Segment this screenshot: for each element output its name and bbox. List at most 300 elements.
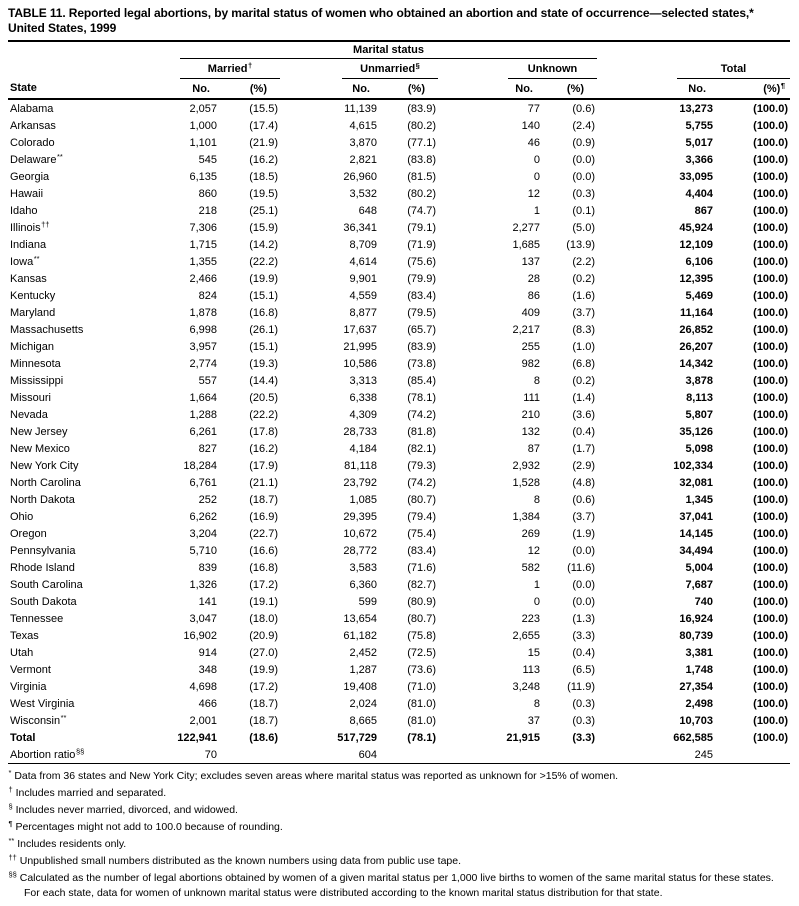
unmarried-pct: (80.9) <box>407 595 436 608</box>
total-pct: (100.0) <box>753 510 789 523</box>
unmarried-no: 3,532 <box>349 187 377 200</box>
total-pct: (100.0) <box>753 697 789 710</box>
total-pct: (100.0) <box>753 102 789 115</box>
unknown-no: 1,685 <box>512 238 540 251</box>
married-no: 6,998 <box>189 323 217 336</box>
unknown-no: 77 <box>527 102 540 115</box>
footnote-text: Includes never married, divorced, and widowed. <box>12 804 238 816</box>
state-name: Missouri <box>10 391 51 404</box>
table-row <box>8 321 790 338</box>
married-no: 1,355 <box>189 255 217 268</box>
total-no: 45,924 <box>679 221 714 234</box>
unmarried-pct: (83.8) <box>407 153 436 166</box>
table-row <box>8 406 790 423</box>
total-no: 2,498 <box>685 697 714 710</box>
total-no: 80,739 <box>679 629 714 642</box>
unknown-no: 140 <box>521 119 540 132</box>
married-pct: (16.9) <box>249 510 278 523</box>
total-pct: (100.0) <box>753 714 789 727</box>
unknown-pct: (0.3) <box>572 697 596 710</box>
married-pct: (25.1) <box>249 204 278 217</box>
married-pct: (19.3) <box>249 357 278 370</box>
total-no: 26,852 <box>679 323 714 336</box>
table-row <box>8 678 790 695</box>
married-no: 348 <box>198 663 217 676</box>
unmarried-no: 599 <box>358 595 377 608</box>
unmarried-pct: (81.0) <box>407 714 436 727</box>
unknown-pct: (0.6) <box>572 102 596 115</box>
header-spacer <box>597 42 790 59</box>
unknown-pct: (13.9) <box>566 238 596 251</box>
total-pct: (100.0) <box>753 527 789 540</box>
married-pct-header: (%) <box>217 79 280 99</box>
footnote-mark: ¶ <box>8 819 13 828</box>
unknown-no: 2,217 <box>512 323 540 336</box>
unknown-pct: (2.4) <box>572 119 596 132</box>
table-row <box>8 304 790 321</box>
footnote <box>8 803 788 818</box>
unknown-pct: (1.6) <box>572 289 596 302</box>
unmarried-pct: (83.9) <box>407 340 436 353</box>
married-pct: (14.2) <box>249 238 278 251</box>
married-pct: (17.2) <box>249 578 278 591</box>
unknown-no: 8 <box>533 374 540 387</box>
married-pct: (19.9) <box>249 663 278 676</box>
married-no-header: No. <box>173 79 217 99</box>
total-no: 10,703 <box>679 714 714 727</box>
unknown-pct <box>540 746 597 764</box>
total-pct: (100.0) <box>753 357 789 370</box>
unknown-no: 8 <box>533 493 540 506</box>
table-row <box>8 117 790 134</box>
unknown-pct: (0.3) <box>572 714 596 727</box>
unknown-pct: (0.1) <box>572 204 596 217</box>
footnote-mark: ** <box>8 836 15 845</box>
unmarried-no: 4,614 <box>349 255 377 268</box>
married-pct: (16.6) <box>249 544 278 557</box>
state-name: Oregon <box>10 527 47 540</box>
state-name: Delaware** <box>10 151 63 166</box>
married-no: 2,774 <box>189 357 217 370</box>
footnote-text: Percentages might not add to 100.0 because of rounding. <box>12 821 283 833</box>
table-row <box>8 168 790 185</box>
total-no: 14,145 <box>679 527 714 540</box>
unmarried-no: 81,118 <box>344 459 377 472</box>
unmarried-no: 21,995 <box>343 340 377 353</box>
total-no: 5,755 <box>685 119 714 132</box>
table-row <box>8 525 790 542</box>
footnote <box>8 769 788 784</box>
total-no: 5,469 <box>685 289 714 302</box>
married-pct <box>217 746 280 764</box>
total-no: 26,207 <box>679 340 714 353</box>
unmarried-pct: (80.2) <box>407 119 436 132</box>
total-pct: (100.0) <box>753 255 789 268</box>
total-pct: (100.0) <box>753 187 789 200</box>
table-row <box>8 338 790 355</box>
unknown-pct: (0.0) <box>572 595 596 608</box>
total-no: 1,345 <box>685 493 714 506</box>
married-pct: (20.9) <box>249 629 278 642</box>
unknown-no: 210 <box>521 408 540 421</box>
unmarried-footnote-mark: § <box>415 61 420 70</box>
unmarried-pct: (73.6) <box>407 663 436 676</box>
footnote-mark: † <box>8 785 13 794</box>
total-no: 33,095 <box>679 170 714 183</box>
unmarried-pct: (85.4) <box>407 374 436 387</box>
married-no: 141 <box>198 595 217 608</box>
married-pct: (26.1) <box>249 323 278 336</box>
footnote-mark: †† <box>8 853 17 862</box>
married-pct: (17.9) <box>249 459 278 472</box>
total-pct: (100.0) <box>753 476 789 489</box>
unknown-pct: (0.6) <box>572 493 596 506</box>
unknown-no: 12 <box>527 544 540 557</box>
total-no: 14,342 <box>679 357 714 370</box>
unmarried-pct: (82.1) <box>407 442 436 455</box>
state-name: Georgia <box>10 170 50 183</box>
unknown-pct: (0.9) <box>572 136 596 149</box>
table-title: TABLE 11. Reported legal abortions, by marital status of women who obtained an abortion and state of occurrence—selected states,* United States, 1999 <box>8 6 790 42</box>
total-no: 27,354 <box>679 680 714 693</box>
table-row <box>8 508 790 525</box>
unknown-pct: (0.0) <box>572 578 596 591</box>
married-pct: (21.9) <box>249 136 278 149</box>
unknown-no: 37 <box>527 714 540 727</box>
married-no: 7,306 <box>189 221 217 234</box>
table-row <box>8 559 790 576</box>
unknown-pct: (1.9) <box>572 527 596 540</box>
footnote-text: Unpublished small numbers distributed as the known numbers using data from public use tape. <box>16 855 462 867</box>
total-no: 1,748 <box>685 663 714 676</box>
unknown-no: 8 <box>533 697 540 710</box>
unmarried-pct: (81.5) <box>407 170 436 183</box>
unknown-no: 3,248 <box>512 680 540 693</box>
state-name: Vermont <box>10 663 51 676</box>
unmarried-pct: (77.1) <box>407 136 436 149</box>
abortions-table <box>8 42 790 764</box>
unknown-pct: (1.7) <box>572 442 596 455</box>
unknown-no <box>438 746 540 764</box>
total-pct: (100.0) <box>753 408 789 421</box>
state-name: Arkansas <box>10 119 56 132</box>
unmarried-pct: (79.5) <box>407 306 436 319</box>
unknown-no: 46 <box>527 136 540 149</box>
unknown-pct: (0.4) <box>572 646 596 659</box>
unmarried-no: 4,559 <box>349 289 377 302</box>
unmarried-pct: (78.1) <box>407 391 436 404</box>
total-pct: (100.0) <box>753 204 789 217</box>
total-pct: (100.0) <box>753 136 789 149</box>
unknown-pct: (3.3) <box>572 731 596 744</box>
unmarried-no: 8,709 <box>349 238 377 251</box>
unmarried-pct: (81.8) <box>407 425 436 438</box>
married-pct: (16.8) <box>249 561 278 574</box>
unmarried-pct: (83.4) <box>407 289 436 302</box>
total-pct: (100.0) <box>753 680 789 693</box>
total-pct: (100.0) <box>753 272 789 285</box>
married-pct: (18.5) <box>249 170 278 183</box>
unknown-pct: (3.3) <box>572 629 596 642</box>
total-column-header <box>597 59 790 79</box>
unknown-pct: (4.8) <box>572 476 596 489</box>
total-pct: (100.0) <box>753 374 789 387</box>
state-name: Texas <box>10 629 39 642</box>
unmarried-no: 26,960 <box>343 170 377 183</box>
unmarried-pct: (73.8) <box>407 357 436 370</box>
unmarried-pct-header: (%) <box>377 79 438 99</box>
state-name: Colorado <box>10 136 55 149</box>
unmarried-no: 3,583 <box>349 561 377 574</box>
unmarried-pct: (79.4) <box>407 510 436 523</box>
married-pct: (19.5) <box>249 187 278 200</box>
state-name: South Dakota <box>10 595 77 608</box>
table-row <box>8 423 790 440</box>
unknown-pct: (2.2) <box>572 255 596 268</box>
unmarried-pct: (71.9) <box>407 238 436 251</box>
total-no: 245 <box>597 746 713 764</box>
total-no: 7,687 <box>685 578 714 591</box>
married-pct: (22.2) <box>249 255 278 268</box>
total-no: 12,109 <box>679 238 714 251</box>
total-pct: (100.0) <box>753 544 789 557</box>
total-pct: (100.0) <box>753 595 789 608</box>
married-pct: (18.7) <box>249 714 278 727</box>
table-row <box>8 202 790 219</box>
total-pct: (100.0) <box>753 663 789 676</box>
state-name: Iowa** <box>10 253 40 268</box>
state-name: Kansas <box>10 272 47 285</box>
total-no: 32,081 <box>679 476 714 489</box>
total-pct: (100.0) <box>753 391 789 404</box>
state-name: Illinois†† <box>10 219 50 234</box>
unknown-no: 1 <box>533 578 540 591</box>
table-row <box>8 661 790 678</box>
state-name: Ohio <box>10 510 34 523</box>
married-pct: (15.9) <box>249 221 278 234</box>
total-no: 5,807 <box>685 408 714 421</box>
total-no: 867 <box>694 204 714 217</box>
state-name: New York City <box>10 459 79 472</box>
unmarried-pct <box>377 746 438 764</box>
unknown-pct-header: (%) <box>540 79 597 99</box>
unmarried-no: 648 <box>358 204 377 217</box>
unknown-no: 137 <box>521 255 540 268</box>
table-row <box>8 219 790 236</box>
married-no: 3,047 <box>189 612 217 625</box>
state-name: West Virginia <box>10 697 75 710</box>
married-pct: (15.5) <box>249 102 278 115</box>
married-pct: (18.7) <box>249 697 278 710</box>
unknown-pct: (6.5) <box>572 663 596 676</box>
total-pct-header <box>713 79 790 99</box>
unknown-pct: (0.0) <box>572 170 596 183</box>
unmarried-pct: (75.8) <box>407 629 436 642</box>
total-pct: (100.0) <box>753 119 789 132</box>
total-no: 3,366 <box>685 153 714 166</box>
unmarried-pct: (74.2) <box>407 476 436 489</box>
state-name: Kentucky <box>10 289 56 302</box>
unknown-no: 0 <box>533 170 540 183</box>
unknown-pct: (11.6) <box>567 561 596 574</box>
total-pct: (100.0) <box>753 170 789 183</box>
married-no: 2,466 <box>189 272 217 285</box>
unknown-pct: (1.4) <box>572 391 596 404</box>
unmarried-pct: (72.5) <box>407 646 436 659</box>
table-row <box>8 440 790 457</box>
married-pct: (20.5) <box>249 391 278 404</box>
unmarried-no: 4,309 <box>349 408 377 421</box>
state-name: Virginia <box>10 680 47 693</box>
state-name: New Mexico <box>10 442 70 455</box>
total-no: 11,164 <box>679 306 714 319</box>
unmarried-no: 28,772 <box>343 544 377 557</box>
unknown-no: 2,277 <box>512 221 540 234</box>
state-name: Michigan <box>10 340 55 353</box>
unmarried-no: 2,821 <box>349 153 377 166</box>
unmarried-no: 19,408 <box>343 680 377 693</box>
unmarried-no-header: No. <box>280 79 377 99</box>
table-row <box>8 253 790 270</box>
table-row <box>8 593 790 610</box>
unknown-pct: (1.0) <box>572 340 596 353</box>
total-pct: (100.0) <box>753 561 789 574</box>
total-pct: (100.0) <box>753 442 789 455</box>
unmarried-label: Unmarried <box>360 63 416 75</box>
unmarried-pct: (81.0) <box>407 697 436 710</box>
married-no: 4,698 <box>189 680 217 693</box>
married-no: 6,761 <box>189 476 217 489</box>
state-name: Pennsylvania <box>10 544 76 557</box>
unmarried-no: 23,792 <box>343 476 377 489</box>
unmarried-pct: (71.6) <box>407 561 436 574</box>
unknown-pct: (8.3) <box>572 323 596 336</box>
table-row <box>8 355 790 372</box>
total-pct: (100.0) <box>753 629 789 642</box>
table-row <box>8 695 790 712</box>
table-row <box>8 372 790 389</box>
married-no: 218 <box>198 204 217 217</box>
total-pct: (100.0) <box>753 731 789 744</box>
unmarried-no: 28,733 <box>343 425 377 438</box>
married-no: 252 <box>198 493 217 506</box>
unknown-pct: (2.9) <box>572 459 596 472</box>
total-no: 102,334 <box>673 459 714 472</box>
footnote-mark: §§ <box>8 870 17 879</box>
married-no: 6,135 <box>189 170 217 183</box>
state-name: Massachusetts <box>10 323 84 336</box>
footnote-text: Data from 36 states and New York City; excludes seven areas where marital status was reported as unknown for >15% of women. <box>11 770 619 782</box>
married-column-header <box>173 59 280 79</box>
unknown-pct: (0.4) <box>572 425 596 438</box>
table-row <box>8 746 790 764</box>
total-pct: (100.0) <box>753 425 789 438</box>
unknown-pct: (11.9) <box>567 680 596 693</box>
unknown-no: 1,384 <box>512 510 540 523</box>
married-footnote-mark: † <box>248 61 253 70</box>
unknown-no: 15 <box>527 646 540 659</box>
table-row <box>8 134 790 151</box>
unknown-no: 223 <box>521 612 540 625</box>
state-name: Wisconsin** <box>10 712 67 727</box>
unmarried-pct: (80.2) <box>407 187 436 200</box>
total-pct: (100.0) <box>753 221 789 234</box>
unmarried-no: 4,615 <box>349 119 377 132</box>
married-no: 2,057 <box>189 102 217 115</box>
married-no: 1,101 <box>189 136 217 149</box>
unknown-pct: (0.2) <box>572 272 596 285</box>
unmarried-pct: (82.7) <box>407 578 436 591</box>
unknown-no: 1 <box>533 204 540 217</box>
unmarried-no: 6,338 <box>349 391 377 404</box>
married-pct: (18.0) <box>249 612 278 625</box>
unmarried-no: 36,341 <box>343 221 377 234</box>
unmarried-no: 6,360 <box>349 578 377 591</box>
married-pct: (15.1) <box>249 289 278 302</box>
state-name: Idaho <box>10 204 38 217</box>
unmarried-no: 10,672 <box>343 527 377 540</box>
unmarried-no: 13,654 <box>343 612 377 625</box>
state-name: New Jersey <box>10 425 68 438</box>
state-name: Alabama <box>10 102 54 115</box>
married-pct: (16.2) <box>249 153 278 166</box>
state-name: Maryland <box>10 306 56 319</box>
married-pct: (16.2) <box>249 442 278 455</box>
footnote-text: Includes married and separated. <box>12 787 167 799</box>
unknown-no: 409 <box>521 306 540 319</box>
married-pct: (19.9) <box>249 272 278 285</box>
unknown-pct: (0.0) <box>572 544 596 557</box>
total-no: 6,106 <box>685 255 714 268</box>
total-pct <box>713 746 790 764</box>
unmarried-no: 17,637 <box>343 323 377 336</box>
unmarried-pct: (74.7) <box>407 204 436 217</box>
married-no: 3,204 <box>189 527 217 540</box>
unknown-no-header: No. <box>438 79 540 99</box>
total-pct: (100.0) <box>753 340 789 353</box>
total-no: 8,113 <box>686 391 714 404</box>
unmarried-pct: (79.9) <box>407 272 436 285</box>
total-pct: (100.0) <box>753 578 789 591</box>
unknown-pct: (3.7) <box>572 510 596 523</box>
footnote <box>8 820 788 835</box>
marital-status-header <box>180 44 597 59</box>
unknown-pct: (0.3) <box>572 187 596 200</box>
married-no: 70 <box>173 746 217 764</box>
married-no: 824 <box>198 289 217 302</box>
married-no: 466 <box>198 697 217 710</box>
unknown-no: 113 <box>522 663 540 676</box>
state-name: Minnesota <box>10 357 61 370</box>
table-row <box>8 491 790 508</box>
table-row <box>8 610 790 627</box>
married-no: 545 <box>198 153 217 166</box>
state-name: Indiana <box>10 238 47 251</box>
unmarried-no: 3,870 <box>349 136 377 149</box>
married-pct: (17.2) <box>249 680 278 693</box>
married-pct: (21.1) <box>249 476 278 489</box>
total-pct: (100.0) <box>753 612 789 625</box>
footnote <box>8 837 788 852</box>
married-no: 16,902 <box>183 629 217 642</box>
married-pct: (22.2) <box>249 408 278 421</box>
state-name: Utah <box>10 646 34 659</box>
footnote-text: Calculated as the number of legal abortions obtained by women of a given marital status per 1,000 live births to women of the same marital status for these states. For each state, data for women of unknown marital status were distributed according to the known marital status distribution for that state. <box>16 872 774 899</box>
table-row <box>8 270 790 287</box>
table-row <box>8 185 790 202</box>
unmarried-pct: (75.4) <box>407 527 436 540</box>
married-pct: (14.4) <box>249 374 278 387</box>
